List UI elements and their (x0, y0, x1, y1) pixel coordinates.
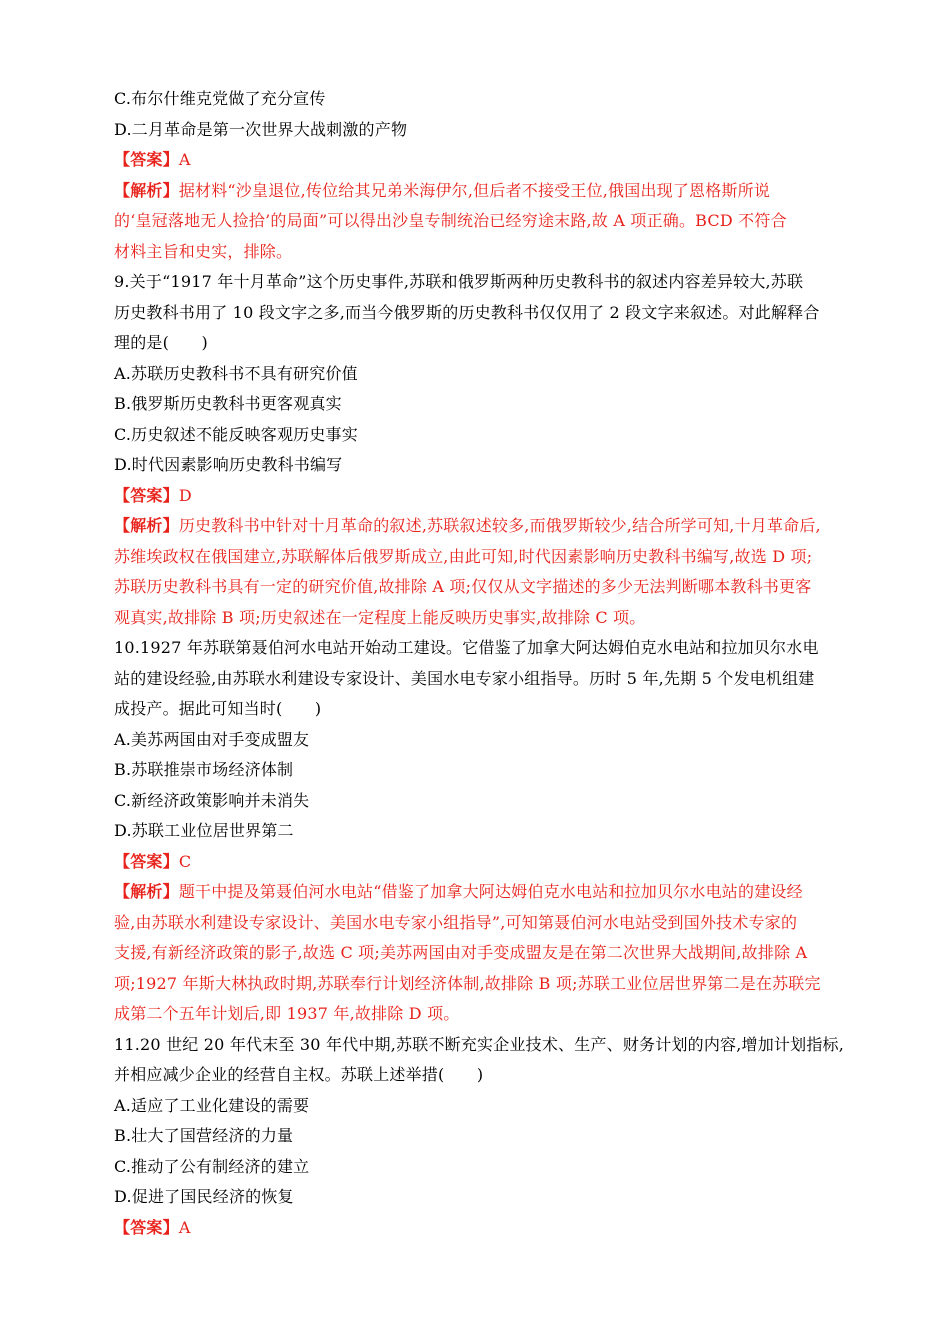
q10-option-d: D.苏联工业位居世界第二 (114, 821, 294, 840)
q11-option-a: A.适应了工业化建设的需要 (114, 1095, 310, 1115)
q10-analysis-line: 支援,有新经济政策的影子,故选 C 项;美苏两国由对手变成盟友是在第二次世界大战期间,故排除 A (114, 943, 808, 962)
q11-stem-line: 并相应减少企业的经营自主权。苏联上述举措( ) (114, 1065, 484, 1084)
q10-analysis-line: 验,由苏联水利建设专家设计、美国水电专家小组指导”,可知第聂伯河水电站受到国外技术专家的 (114, 912, 798, 932)
q9-option-d: D.时代因素影响历史教科书编写 (114, 455, 343, 474)
q9-analysis-line: 观真实,故排除 B 项;历史叙述在一定程度上能反映历史事实,故排除 C 项。 (114, 607, 646, 627)
document-content (114, 84, 845, 1243)
q9-stem-line: 9.关于“1917 年十月革命”这个历史事件,苏联和俄罗斯两种历史教科书的叙述内容差异较大,苏联 (114, 272, 804, 291)
q10-option-c: C.新经济政策影响并未消失 (114, 790, 310, 810)
analysis-label: 【解析】 (114, 180, 179, 200)
answer-label: 【答案】 (114, 150, 179, 169)
q9-analysis-line (114, 511, 840, 542)
answer-value: D (178, 485, 192, 505)
q10-stem-line: 10.1927 年苏联第聂伯河水电站开始动工建设。它借鉴了加拿大阿达姆伯克水电站和拉加贝尔水电 (114, 638, 819, 657)
q10-stem-line: 成投产。据此可知当时( ) (114, 699, 322, 718)
q10-stem-line: 站的建设经验,由苏联水利建设专家设计、美国水电专家小组指导。历时 5 年,先期 5 个发电机组建 (114, 668, 815, 688)
answer-label: 【答案】 (114, 851, 179, 871)
q8-analysis-line: 材料主旨和史实，排除。 (114, 241, 293, 261)
analysis-text: 据材料“沙皇退位,传位给其兄弟米海伊尔,但后者不接受王位,俄国出现了恩格斯所说 (178, 180, 771, 200)
q9-answer (114, 481, 840, 512)
analysis-label: 【解析】 (114, 516, 179, 535)
q11-option-b: B.壮大了国营经济的力量 (114, 1126, 294, 1145)
q9-option-c: C.历史叙述不能反映客观历史事实 (114, 424, 358, 444)
answer-label: 【答案】 (114, 485, 179, 505)
q11-option-c: C.推动了公有制经济的建立 (114, 1156, 310, 1176)
analysis-text: 历史教科书中针对十月革命的叙述,苏联叙述较多,而俄罗斯较少,结合所学可知,十月革命后, (178, 516, 821, 535)
answer-value: C (178, 851, 192, 871)
q10-option-a: A.美苏两国由对手变成盟友 (114, 729, 310, 749)
analysis-label: 【解析】 (114, 882, 179, 901)
q10-option-b: B.苏联推崇市场经济体制 (114, 760, 294, 779)
answer-value: A (178, 1217, 191, 1237)
q8-answer (114, 145, 840, 176)
q9-option-a: A.苏联历史教科书不具有研究价值 (114, 363, 358, 383)
q8-option-d: D.二月革命是第一次世界大战刺激的产物 (114, 119, 408, 139)
q9-analysis-line: 苏联历史教科书具有一定的研究价值,故排除 A 项;仅仅从文字描述的多少无法判断哪本教科书更客 (114, 577, 812, 596)
analysis-text: 题干中提及第聂伯河水电站“借鉴了加拿大阿达姆伯克水电站和拉加贝尔水电站的建设经 (178, 882, 803, 901)
q11-option-d: D.促进了国民经济的恢复 (114, 1187, 294, 1206)
answer-label: 【答案】 (114, 1217, 179, 1237)
q10-analysis-line (114, 877, 840, 908)
q9-option-b: B.俄罗斯历史教科书更客观真实 (114, 394, 342, 413)
q9-analysis-line: 苏维埃政权在俄国建立,苏联解体后俄罗斯成立,由此可知,时代因素影响历史教科书编写,故选 D 项; (114, 546, 813, 566)
q8-option-c: C.布尔什维克党做了充分宣传 (114, 89, 326, 108)
q9-stem-line: 理的是( ) (114, 333, 208, 352)
q11-stem-line: 11.20 世纪 20 年代末至 30 年代中期,苏联不断充实企业技术、生产、财务计划的内容,增加计划指标, (114, 1034, 845, 1054)
q10-analysis-line: 成第二个五年计划后,即 1937 年,故排除 D 项。 (114, 1004, 460, 1023)
q8-analysis-line (114, 176, 840, 207)
q10-answer (114, 847, 840, 878)
q9-stem-line: 历史教科书用了 10 段文字之多,而当今俄罗斯的历史教科书仅仅用了 2 段文字来叙述。对此解释合 (114, 302, 820, 322)
q8-analysis-line: 的‘皇冠落地无人捡拾’的局面”可以得出沙皇专制统治已经穷途末路,故 A 项正确。BCD 不符合 (114, 211, 787, 230)
q10-analysis-line: 项;1927 年斯大林执政时期,苏联奉行计划经济体制,故排除 B 项;苏联工业位居世界第二是在苏联完 (114, 973, 821, 993)
q11-answer (114, 1213, 840, 1244)
answer-value: A (178, 150, 191, 169)
